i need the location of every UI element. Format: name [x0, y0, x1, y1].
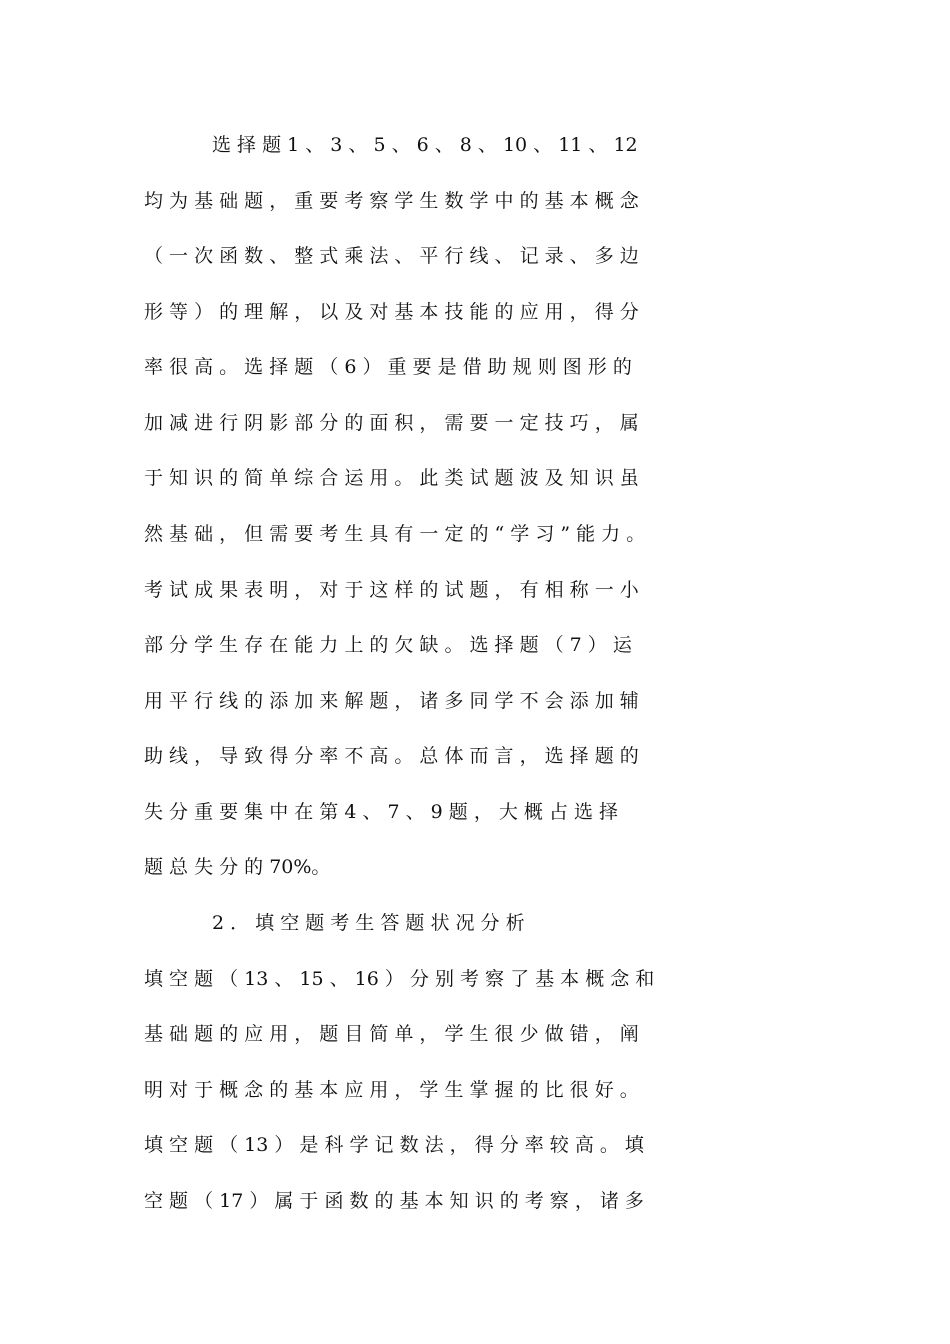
section-heading: 2 ． 填 空 题 考 生 答 题 状 况 分 析 [212, 912, 525, 934]
paragraph-line-10: 部 分 学 生 存 在 能 力 上 的 欠 缺 。 选 择 题 （ 7 ） 运 [144, 634, 632, 656]
paragraph-line-7: 于 知 识 的 简 单 综 合 运 用 。 此 类 试 题 波 及 知 识 虽 [144, 467, 639, 489]
paragraph-line-2: 均 为 基 础 题 ， 重 要 考 察 学 生 数 学 中 的 基 本 概 念 [144, 190, 639, 212]
paragraph-line-11: 用 平 行 线 的 添 加 来 解 题 ， 诸 多 同 学 不 会 添 加 辅 [144, 690, 639, 712]
paragraph-line-9: 考 试 成 果 表 明 ， 对 于 这 样 的 试 题 ， 有 相 称 一 小 [144, 579, 639, 601]
paragraph-line-16: 基 础 题 的 应 用 ， 题 目 简 单 ， 学 生 很 少 做 错 ， 阐 [144, 1023, 639, 1045]
paragraph-line-15: 填 空 题 （ 13 、 15 、 16 ） 分 别 考 察 了 基 本 概 念 和 [144, 968, 655, 990]
paragraph-line-1: 选 择 题 1 、 3 、 5 、 6 、 8 、 10 、 11 、 12 [212, 134, 638, 156]
paragraph-line-13: 失 分 重 要 集 中 在 第 4 、 7 、 9 题 ， 大 概 占 选 择 [144, 801, 619, 823]
paragraph-line-4: 形 等 ） 的 理 解 ， 以 及 对 基 本 技 能 的 应 用 ， 得 分 [144, 301, 639, 323]
paragraph-line-6: 加 减 进 行 阴 影 部 分 的 面 积 ， 需 要 一 定 技 巧 ， 属 [144, 412, 639, 434]
paragraph-line-14: 题 总 失 分 的 70%。 [144, 856, 331, 878]
paragraph-line-3: （ 一 次 函 数 、 整 式 乘 法 、 平 行 线 、 记 录 、 多 边 [144, 245, 639, 267]
paragraph-line-8: 然 基 础 ， 但 需 要 考 生 具 有 一 定 的 “ 学 习 ” 能 力 。 [144, 523, 646, 545]
paragraph-line-17: 明 对 于 概 念 的 基 本 应 用 ， 学 生 掌 握 的 比 很 好 。 [144, 1079, 639, 1101]
paragraph-line-19: 空 题 （ 17 ） 属 于 函 数 的 基 本 知 识 的 考 察 ， 诸 多 [144, 1190, 644, 1212]
paragraph-line-18: 填 空 题 （ 13 ） 是 科 学 记 数 法 ， 得 分 率 较 高 。 填 [144, 1134, 644, 1156]
paragraph-line-12: 助 线 ， 导 致 得 分 率 不 高 。 总 体 而 言 ， 选 择 题 的 [144, 745, 639, 767]
paragraph-line-5: 率 很 高 。 选 择 题 （ 6 ） 重 要 是 借 助 规 则 图 形 的 [144, 356, 632, 378]
